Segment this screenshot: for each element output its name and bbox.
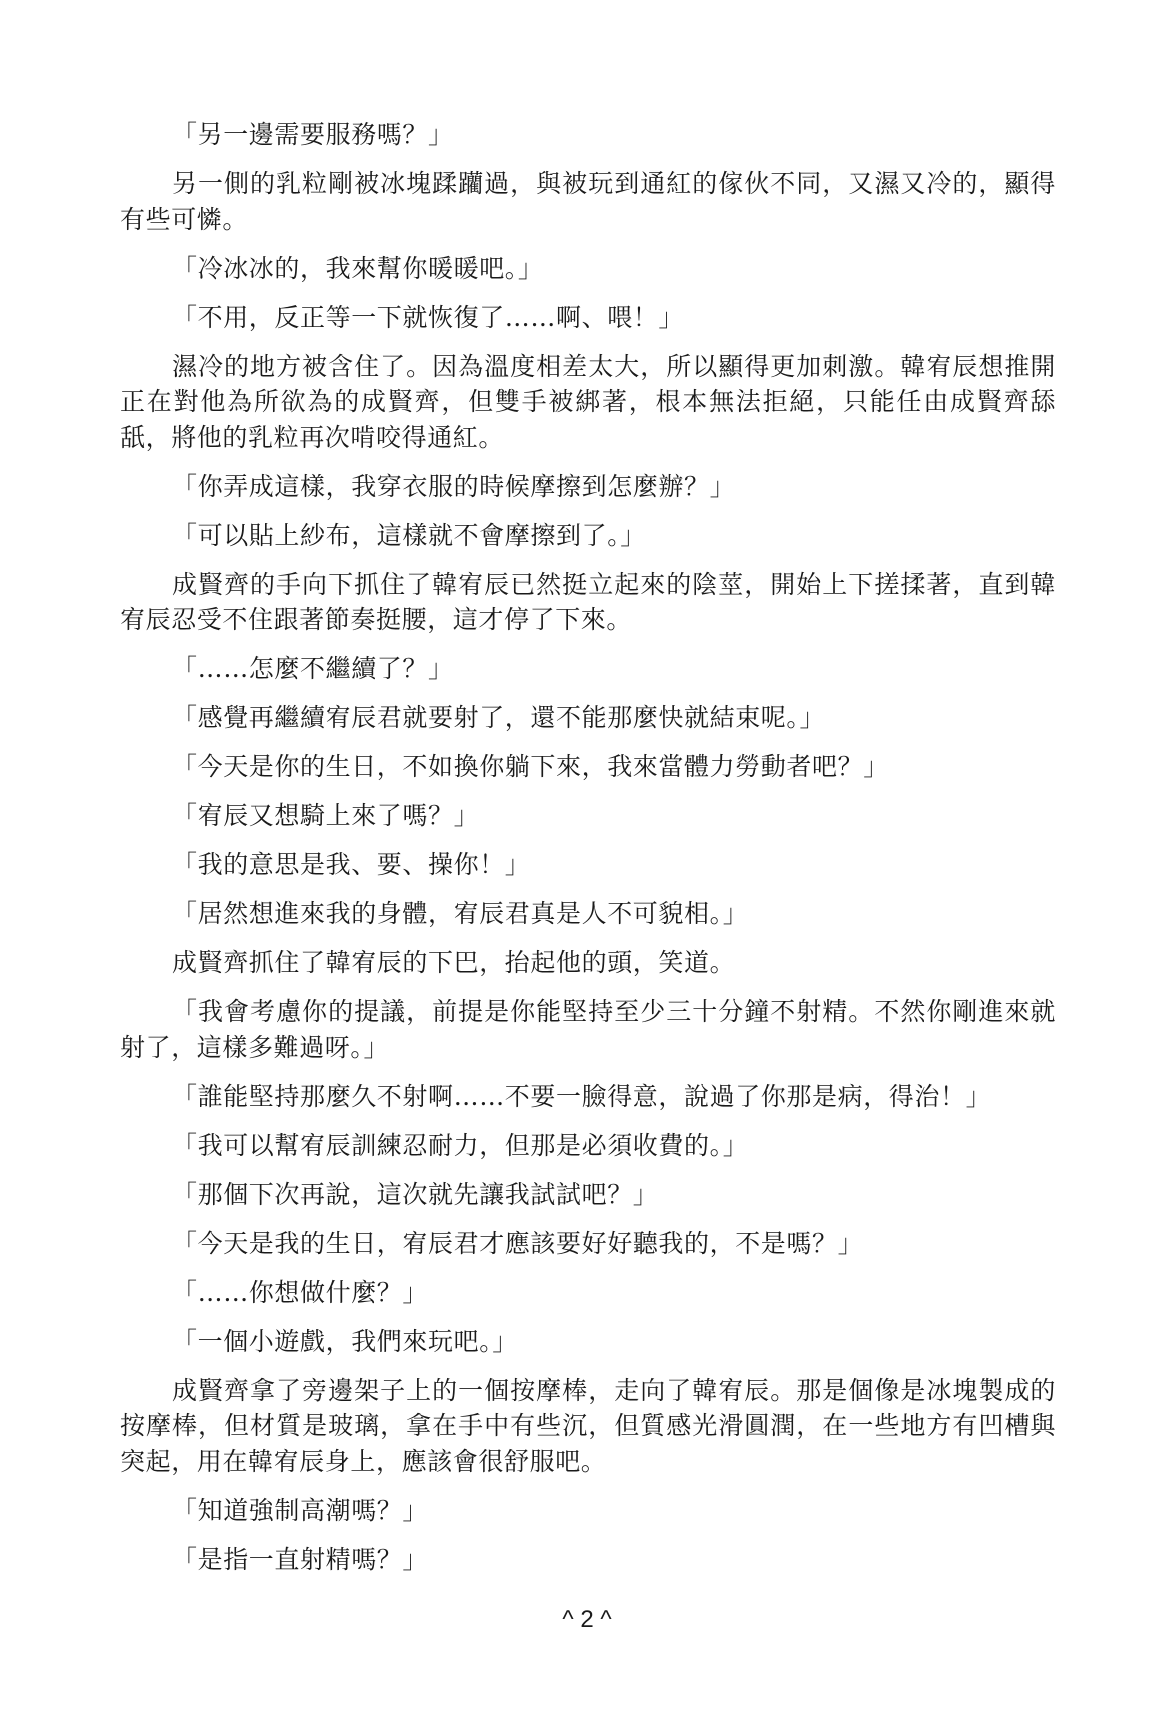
paragraph: 「不用，反正等一下就恢復了……啊、喂！」 xyxy=(172,302,685,332)
paragraph: 「今天是你的生日，不如換你躺下來，我來當體力勞動者吧？」 xyxy=(172,752,889,781)
paragraph: 「感覺再繼續宥辰君就要射了，還不能那麼快就結束呢。」 xyxy=(172,703,826,732)
page-number: ^ 2 ^ xyxy=(562,1606,612,1633)
paragraph: 「知道強制高潮嗎？」 xyxy=(172,1495,429,1525)
paragraph: 濕冷的地方被含住了。因為溫度相差太大，所以顯得更加刺激。韓宥辰想推開正在對他為所欲為的成賢齊，但雙手被綁著，根本無法拒絕，只能任由成賢齊舔舐，將他的乳粒再次啃咬得通紅。 xyxy=(120,351,1056,452)
paragraph: 「宥辰又想騎上來了嗎？」 xyxy=(172,801,480,830)
body-text xyxy=(120,117,1056,1591)
paragraph: 「今天是我的生日，宥辰君才應該要好好聽我的，不是嗎？」 xyxy=(172,1228,864,1258)
paragraph: 「是指一直射精嗎？」 xyxy=(172,1544,429,1574)
paragraph: 「居然想進來我的身體，宥辰君真是人不可貌相。」 xyxy=(172,899,749,928)
paragraph: 成賢齊拿了旁邊架子上的一個按摩棒，走向了韓宥辰。那是個像是冰塊製成的按摩棒，但材質是玻璃，拿在手中有些沉，但質感光滑圓潤，在一些地方有凹槽與突起，用在韓宥辰身上，應該會很舒服吧。 xyxy=(120,1375,1056,1476)
paragraph: 「另一邊需要服務嗎？」 xyxy=(172,120,454,149)
paragraph: 成賢齊的手向下抓住了韓宥辰已然挺立起來的陰莖，開始上下搓揉著，直到韓宥辰忍受不住跟著節奏挺腰，這才停了下來。 xyxy=(120,569,1056,634)
paragraph: 「我可以幫宥辰訓練忍耐力，但那是必須收費的。」 xyxy=(172,1130,749,1160)
paragraph: 「那個下次再說，這次就先讓我試試吧？」 xyxy=(172,1179,659,1209)
paragraph: 「冷冰冰的，我來幫你暖暖吧。」 xyxy=(172,253,544,283)
paragraph: 「誰能堅持那麼久不射啊……不要一臉得意，說過了你那是病，得治！」 xyxy=(172,1081,992,1111)
paragraph: 另一側的乳粒剛被冰塊蹂躪過，與被玩到通紅的傢伙不同，又濕又冷的，顯得有些可憐。 xyxy=(120,169,1056,234)
paragraph: 「一個小遊戲，我們來玩吧。」 xyxy=(172,1326,518,1356)
paragraph: 「你弄成這樣，我穿衣服的時候摩擦到怎麼辦？」 xyxy=(172,471,736,501)
paragraph: 「……怎麼不繼續了？」 xyxy=(172,654,454,683)
paragraph: 「可以貼上紗布，這樣就不會摩擦到了。」 xyxy=(172,520,646,550)
paragraph: 「我的意思是我、要、操你！」 xyxy=(172,850,531,879)
paragraph: 成賢齊抓住了韓宥辰的下巴，抬起他的頭，笑道。 xyxy=(172,948,736,977)
paragraph: 「……你想做什麼？」 xyxy=(172,1277,429,1307)
paragraph: 「我會考慮你的提議，前提是你能堅持至少三十分鐘不射精。不然你剛進來就射了，這樣多難過呀。」 xyxy=(120,997,1056,1062)
